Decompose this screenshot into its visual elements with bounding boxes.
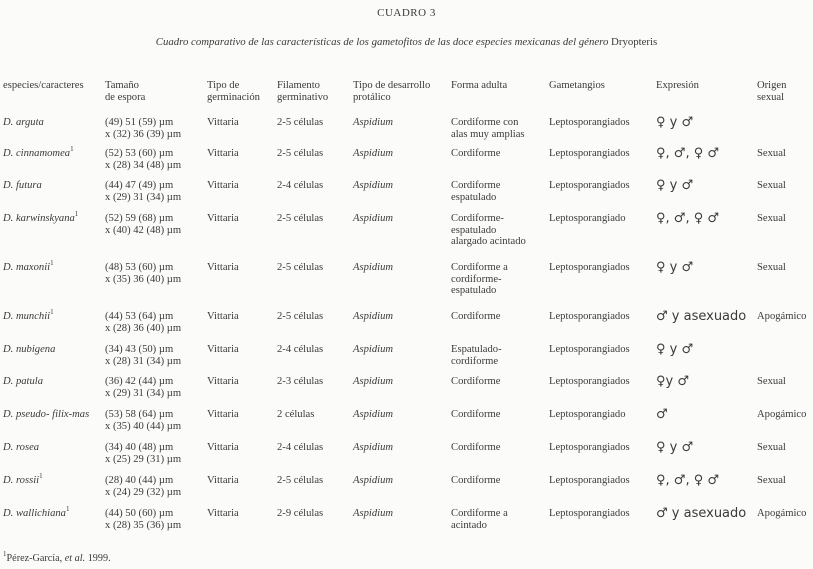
germination-cell <box>207 344 277 376</box>
spore-size-line: (53) 58 (64) µm <box>105 409 174 420</box>
spore-size-cell <box>105 117 207 148</box>
adult-form-cell <box>451 117 549 148</box>
table-row <box>3 344 811 376</box>
spore-size-line: (44) 47 (49) µm <box>105 180 174 191</box>
table-body <box>3 117 811 538</box>
sexual-origin-cell <box>757 475 811 508</box>
adult-form-cell <box>451 213 549 262</box>
spore-size-cell <box>105 409 207 442</box>
germination-cell-text: Vittaria <box>207 148 239 159</box>
filament-cell <box>277 213 353 262</box>
gametangia-cell <box>549 213 656 262</box>
gametangia-text: Leptosporangiados <box>549 442 630 453</box>
column-header-line: de espora <box>105 91 146 103</box>
table-row <box>3 409 811 442</box>
gametangia-text: Leptosporangiado <box>549 409 626 420</box>
table-row <box>3 262 811 311</box>
column-header-line: germinación <box>207 91 260 103</box>
germination-cell-text: Vittaria <box>207 117 239 128</box>
sexual-origin-cell <box>757 180 811 213</box>
filament-cell-text: 2-5 células <box>277 262 324 273</box>
development-cell <box>353 180 451 213</box>
development-cell-text: Aspidium <box>353 148 394 159</box>
adult-form-line: Cordiforme <box>451 180 501 191</box>
adult-form-line: alas muy amplias <box>451 128 525 140</box>
adult-form-line: cordiforme- <box>451 273 502 285</box>
sexual-origin-text: Sexual <box>757 148 786 159</box>
germination-cell <box>207 475 277 508</box>
adult-form-cell <box>451 442 549 475</box>
spore-size-line: x (28) 35 (36) µm <box>105 519 182 531</box>
species-cell <box>3 344 105 376</box>
species-name: D. munchii <box>3 311 51 322</box>
sexual-origin-cell <box>757 117 811 148</box>
sexual-origin-cell <box>757 344 811 376</box>
species-footnote-marker: 1 <box>70 145 74 153</box>
spore-size-cell <box>105 376 207 409</box>
development-cell-text: Aspidium <box>353 117 394 128</box>
table-row <box>3 213 811 262</box>
sexual-origin-text: Sexual <box>757 475 786 486</box>
gametangia-text: Leptosporangiados <box>549 311 630 322</box>
filament-cell <box>277 409 353 442</box>
spore-size-line: x (29) 31 (34) µm <box>105 387 182 399</box>
germination-cell-text: Vittaria <box>207 409 239 420</box>
species-name: D. maxonii <box>3 262 51 273</box>
expression-text: ♂ <box>656 407 668 422</box>
species-name: D. arguta <box>3 117 44 128</box>
table-row <box>3 442 811 475</box>
table-row <box>3 117 811 148</box>
germination-cell-text: Vittaria <box>207 180 239 191</box>
footnote-author: Pérez-García, <box>6 553 65 564</box>
germination-cell <box>207 409 277 442</box>
table-caption <box>0 36 813 48</box>
gametangia-cell <box>549 475 656 508</box>
development-cell-text: Aspidium <box>353 311 394 322</box>
gametangia-text: Leptosporangiados <box>549 180 630 191</box>
caption-genus: Dryopteris <box>611 36 658 48</box>
table-header-row <box>3 80 811 117</box>
expression-cell <box>656 180 757 213</box>
development-cell-text: Aspidium <box>353 475 394 486</box>
development-cell <box>353 376 451 409</box>
species-footnote-marker: 1 <box>50 259 54 267</box>
species-cell <box>3 376 105 409</box>
filament-cell-text: 2 células <box>277 409 315 420</box>
species-cell <box>3 472 105 508</box>
germination-cell <box>207 376 277 409</box>
filament-cell-text: 2-4 células <box>277 180 324 191</box>
filament-cell-text: 2-4 células <box>277 344 324 355</box>
adult-form-line: Cordiforme <box>451 148 501 159</box>
spore-size-line: x (28) 31 (34) µm <box>105 355 182 367</box>
adult-form-cell <box>451 262 549 311</box>
column-header <box>451 80 549 117</box>
column-header <box>656 80 757 117</box>
column-header-line: especies/caracteres <box>3 80 84 91</box>
expression-cell <box>656 376 757 409</box>
filament-cell <box>277 508 353 538</box>
table-row <box>3 148 811 180</box>
filament-cell-text: 2-3 células <box>277 376 324 387</box>
development-cell-text: Aspidium <box>353 180 394 191</box>
column-header-line: Tamaño <box>105 80 139 91</box>
spore-size-cell <box>105 148 207 180</box>
gametangia-cell <box>549 262 656 311</box>
expression-text: ♀, ♂, ♀ ♂ <box>656 211 720 226</box>
expression-cell <box>656 508 757 538</box>
species-name: D. cinnamomea <box>3 148 71 159</box>
spore-size-line: (49) 51 (59) µm <box>105 117 174 128</box>
development-cell-text: Aspidium <box>353 376 394 387</box>
germination-cell-text: Vittaria <box>207 475 239 486</box>
adult-form-line: Cordiforme a <box>451 508 508 519</box>
germination-cell-text: Vittaria <box>207 376 239 387</box>
table-row <box>3 475 811 508</box>
development-cell-text: Aspidium <box>353 409 394 420</box>
expression-cell <box>656 442 757 475</box>
footnote-etal: et al. <box>64 553 86 564</box>
sexual-origin-text: Sexual <box>757 376 786 387</box>
spore-size-cell <box>105 442 207 475</box>
expression-text: ♀ y ♂ <box>656 115 694 130</box>
spore-size-line: (48) 53 (60) µm <box>105 262 174 273</box>
development-cell <box>353 442 451 475</box>
table-row <box>3 311 811 344</box>
table-number: CUADRO 3 <box>377 7 436 19</box>
species-footnote-marker: 1 <box>74 210 79 218</box>
expression-text: ♀ y ♂ <box>656 440 694 455</box>
gametangia-cell <box>549 180 656 213</box>
adult-form-line: Cordiforme- <box>451 213 504 224</box>
gametangia-text: Leptosporangiados <box>549 148 630 159</box>
germination-cell-text: Vittaria <box>207 262 239 273</box>
gametangia-cell <box>549 442 656 475</box>
column-header-line: Forma adulta <box>451 80 508 91</box>
column-header-line: Tipo de <box>207 80 240 91</box>
spore-size-cell <box>105 180 207 213</box>
gametangia-text: Leptosporangiados <box>549 508 630 519</box>
column-header-line: protálico <box>353 91 391 103</box>
germination-cell <box>207 213 277 262</box>
species-cell <box>3 145 105 180</box>
development-cell <box>353 475 451 508</box>
species-cell <box>3 505 105 538</box>
adult-form-cell <box>451 344 549 376</box>
expression-text: ♀ y ♂ <box>656 260 694 275</box>
column-header <box>549 80 656 117</box>
gametangia-cell <box>549 311 656 344</box>
spore-size-line: x (28) 34 (48) µm <box>105 159 182 171</box>
filament-cell <box>277 344 353 376</box>
development-cell <box>353 148 451 180</box>
filament-cell-text: 2-9 células <box>277 508 324 519</box>
column-header-line: germinativo <box>277 91 329 103</box>
development-cell <box>353 213 451 262</box>
expression-text: ♂ y asexuado <box>656 506 747 521</box>
filament-cell <box>277 311 353 344</box>
species-name: D. rosea <box>3 442 40 453</box>
spore-size-line: x (35) 40 (44) µm <box>105 420 182 432</box>
development-cell <box>353 311 451 344</box>
expression-cell <box>656 213 757 262</box>
species-name: D. patula <box>3 376 44 387</box>
species-footnote-marker: 1 <box>65 505 70 513</box>
gametangia-cell <box>549 344 656 376</box>
column-header <box>353 80 451 117</box>
adult-form-cell <box>451 148 549 180</box>
expression-text: ♂ y asexuado <box>656 309 747 324</box>
sexual-origin-text: Sexual <box>757 442 786 453</box>
germination-cell <box>207 311 277 344</box>
development-cell-text: Aspidium <box>353 344 394 355</box>
sexual-origin-text: Sexual <box>757 180 786 191</box>
species-cell <box>3 210 105 262</box>
spore-size-line: (34) 43 (50) µm <box>105 344 174 355</box>
development-cell <box>353 409 451 442</box>
filament-cell <box>277 475 353 508</box>
species-cell <box>3 259 105 311</box>
spore-size-line: x (35) 36 (40) µm <box>105 273 182 285</box>
filament-cell-text: 2-5 células <box>277 213 324 224</box>
column-header-line: Expresión <box>656 80 699 91</box>
expression-text: ♀ y ♂ <box>656 178 694 193</box>
column-header-line: Filamento <box>277 80 320 91</box>
column-header <box>207 80 277 117</box>
adult-form-line: acintado <box>451 519 487 531</box>
column-header <box>105 80 207 117</box>
adult-form-line: Cordiforme <box>451 409 501 420</box>
filament-cell-text: 2-5 células <box>277 117 324 128</box>
gametangia-text: Leptosporangiados <box>549 344 630 355</box>
germination-cell-text: Vittaria <box>207 213 239 224</box>
gametangia-text: Leptosporangiados <box>549 262 630 273</box>
spore-size-line: (44) 53 (64) µm <box>105 311 174 322</box>
adult-form-line: Cordiforme <box>451 376 501 387</box>
sexual-origin-text: Apogámico <box>757 311 807 322</box>
adult-form-line: Cordiforme <box>451 475 501 486</box>
spore-size-line: x (28) 36 (40) µm <box>105 322 182 334</box>
spore-size-line: (34) 40 (48) µm <box>105 442 174 453</box>
gametangia-text: Leptosporangiado <box>549 213 626 224</box>
column-header <box>757 80 811 117</box>
filament-cell-text: 2-5 células <box>277 311 324 322</box>
adult-form-line: espatulado <box>451 224 497 236</box>
germination-cell-text: Vittaria <box>207 442 239 453</box>
species-name: D. karwinskyana <box>3 213 75 224</box>
expression-text: ♀, ♂, ♀ ♂ <box>656 473 720 488</box>
comparison-table <box>3 80 811 538</box>
sexual-origin-text: Sexual <box>757 213 786 224</box>
sexual-origin-cell <box>757 442 811 475</box>
sexual-origin-cell <box>757 409 811 442</box>
species-name: D. wallichiana <box>3 508 66 519</box>
species-cell <box>3 308 105 344</box>
spore-size-cell <box>105 344 207 376</box>
germination-cell-text: Vittaria <box>207 311 239 322</box>
sexual-origin-cell <box>757 376 811 409</box>
germination-cell-text: Vittaria <box>207 344 239 355</box>
development-cell <box>353 508 451 538</box>
species-name: D. futura <box>3 180 42 191</box>
species-footnote-marker: 1 <box>39 472 43 480</box>
footnote-year: 1999. <box>85 553 111 564</box>
germination-cell <box>207 508 277 538</box>
spore-size-line: x (32) 36 (39) µm <box>105 128 182 140</box>
filament-cell-text: 2-4 células <box>277 442 324 453</box>
adult-form-line: Cordiforme <box>451 311 501 322</box>
table-row <box>3 376 811 409</box>
column-header-line: Tipo de desarrollo <box>353 80 431 91</box>
species-cell <box>3 117 105 148</box>
gametangia-cell <box>549 148 656 180</box>
development-cell-text: Aspidium <box>353 442 394 453</box>
table-row <box>3 180 811 213</box>
species-cell <box>3 442 105 475</box>
filament-cell <box>277 262 353 311</box>
adult-form-cell <box>451 508 549 538</box>
expression-text: ♀y ♂ <box>656 374 690 389</box>
filament-cell <box>277 442 353 475</box>
expression-cell <box>656 117 757 148</box>
germination-cell <box>207 148 277 180</box>
sexual-origin-cell <box>757 148 811 180</box>
germination-cell <box>207 262 277 311</box>
adult-form-line: Espatulado- <box>451 344 502 355</box>
species-footnote-marker: 1 <box>50 308 54 316</box>
species-cell <box>3 180 105 213</box>
gametangia-text: Leptosporangiados <box>549 117 630 128</box>
spore-size-cell <box>105 508 207 538</box>
spore-size-cell <box>105 311 207 344</box>
development-cell <box>353 344 451 376</box>
sexual-origin-text: Sexual <box>757 262 786 273</box>
spore-size-cell <box>105 475 207 508</box>
spore-size-line: (52) 59 (68) µm <box>105 213 174 224</box>
development-cell-text: Aspidium <box>353 508 394 519</box>
adult-form-line: espatulado <box>451 191 497 203</box>
gametangia-cell <box>549 376 656 409</box>
sexual-origin-text: Apogámico <box>757 508 807 519</box>
species-cell <box>3 409 105 442</box>
expression-text: ♀ y ♂ <box>656 342 694 357</box>
column-header <box>277 80 353 117</box>
filament-cell <box>277 180 353 213</box>
expression-cell <box>656 262 757 311</box>
spore-size-line: (28) 40 (44) µm <box>105 475 174 486</box>
caption-text: Cuadro comparativo de las características de los gametofitos de las doce especies mexicanas del género <box>155 36 612 48</box>
footnote <box>3 550 111 564</box>
germination-cell-text: Vittaria <box>207 508 239 519</box>
adult-form-cell <box>451 180 549 213</box>
sexual-origin-cell <box>757 508 811 538</box>
filament-cell-text: 2-5 células <box>277 148 324 159</box>
adult-form-line: alargado acintado <box>451 236 526 247</box>
adult-form-line: Cordiforme a <box>451 262 508 273</box>
development-cell <box>353 262 451 311</box>
spore-size-line: (52) 53 (60) µm <box>105 148 174 159</box>
column-header-line: sexual <box>757 91 785 103</box>
adult-form-cell <box>451 376 549 409</box>
sexual-origin-text: Apogámico <box>757 409 807 420</box>
adult-form-line: Cordiforme <box>451 442 501 453</box>
column-header <box>3 80 105 117</box>
germination-cell <box>207 442 277 475</box>
development-cell-text: Aspidium <box>353 262 394 273</box>
development-cell-text: Aspidium <box>353 213 394 224</box>
spore-size-line: x (25) 29 (31) µm <box>105 453 182 465</box>
spore-size-line: (36) 42 (44) µm <box>105 376 174 387</box>
species-name: D. nubigena <box>3 344 56 355</box>
germination-cell <box>207 117 277 148</box>
expression-cell <box>656 409 757 442</box>
filament-cell <box>277 148 353 180</box>
species-name: D. rossii <box>3 475 40 486</box>
expression-cell <box>656 475 757 508</box>
adult-form-line: Cordiforme con <box>451 117 519 128</box>
adult-form-cell <box>451 311 549 344</box>
gametangia-cell <box>549 409 656 442</box>
development-cell <box>353 117 451 148</box>
species-name: D. pseudo- filix-mas <box>3 409 90 420</box>
spore-size-cell <box>105 213 207 262</box>
adult-form-cell <box>451 409 549 442</box>
filament-cell <box>277 117 353 148</box>
gametangia-text: Leptosporangiados <box>549 475 630 486</box>
sexual-origin-cell <box>757 213 811 262</box>
expression-cell <box>656 344 757 376</box>
sexual-origin-cell <box>757 262 811 311</box>
spore-size-line: x (24) 29 (32) µm <box>105 486 182 498</box>
adult-form-line: cordiforme <box>451 355 499 367</box>
table-row <box>3 508 811 538</box>
column-header-line: Origen <box>757 80 787 91</box>
germination-cell <box>207 180 277 213</box>
filament-cell <box>277 376 353 409</box>
gametangia-cell <box>549 117 656 148</box>
spore-size-line: x (40) 42 (48) µm <box>105 224 182 236</box>
sexual-origin-cell <box>757 311 811 344</box>
spore-size-line: (44) 50 (60) µm <box>105 508 174 519</box>
expression-cell <box>656 148 757 180</box>
footnote-marker: 1 <box>3 550 7 558</box>
adult-form-line: espatulado <box>451 285 497 296</box>
spore-size-cell <box>105 262 207 311</box>
filament-cell-text: 2-5 células <box>277 475 324 486</box>
expression-cell <box>656 311 757 344</box>
expression-text: ♀, ♂, ♀ ♂ <box>656 146 720 161</box>
column-header-line: Gametangios <box>549 80 605 91</box>
adult-form-cell <box>451 475 549 508</box>
gametangia-cell <box>549 508 656 538</box>
gametangia-text: Leptosporangiados <box>549 376 630 387</box>
spore-size-line: x (29) 31 (34) µm <box>105 191 182 203</box>
